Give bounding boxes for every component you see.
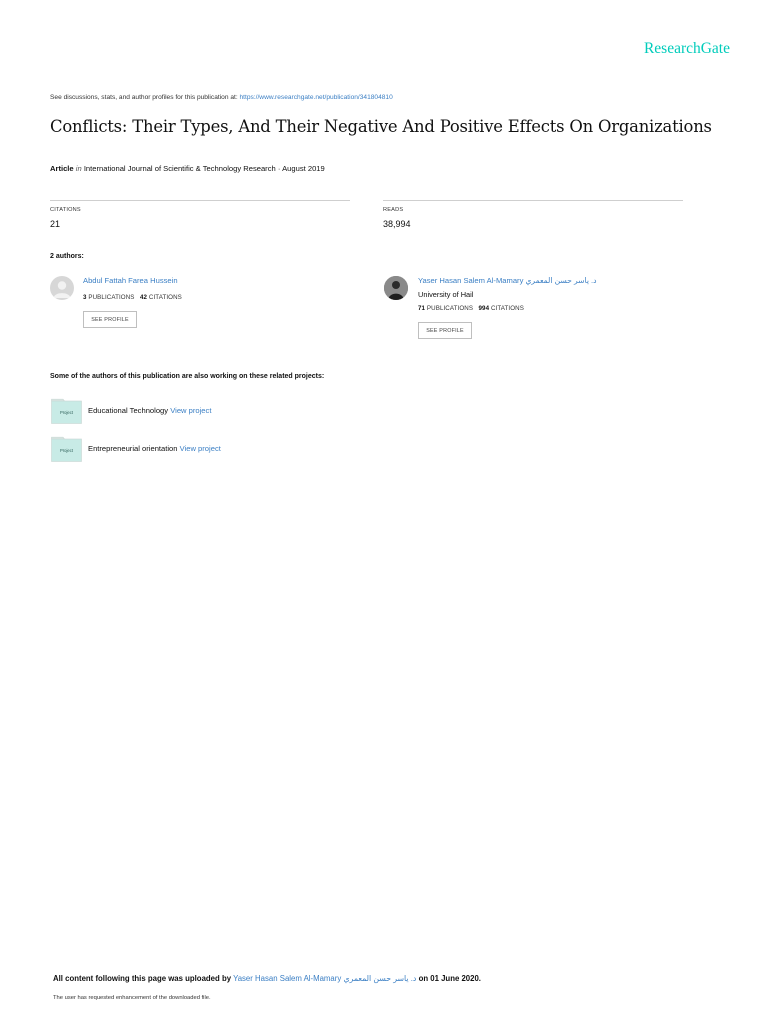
project-name: Entrepreneurial orientation <box>88 444 178 453</box>
publication-date: · August 2019 <box>277 164 325 173</box>
citations-label: CITATIONS <box>50 207 81 213</box>
upload-notice <box>53 974 481 983</box>
enhancement-note: The user has requested enhancement of the downloaded file. <box>53 995 211 1001</box>
publication-url-link[interactable]: https://www.researchgate.net/publication/341804810 <box>239 94 393 101</box>
publications-count: 3 <box>83 294 87 301</box>
publications-label: PUBLICATIONS <box>88 294 135 301</box>
author-name-link[interactable]: Abdul Fattah Farea Hussein <box>83 276 178 285</box>
reads-value: 38,994 <box>383 219 411 229</box>
reads-divider <box>383 200 683 201</box>
project-icon-label: Project <box>59 448 74 453</box>
reads-label: READS <box>383 207 404 213</box>
view-project-link[interactable]: View project <box>179 444 221 453</box>
citations-count: 994 <box>478 305 490 312</box>
author-affiliation: University of Hail <box>418 290 474 299</box>
publication-title: Conflicts: Their Types, And Their Negative And Positive Effects On Organizations <box>50 117 712 136</box>
project-icon-label: Project <box>59 410 74 415</box>
citations-label: CITATIONS <box>490 305 524 312</box>
researchgate-logo[interactable]: ResearchGate <box>643 40 730 57</box>
in-word: in <box>75 164 82 173</box>
journal-name: International Journal of Scientific & Technology Research <box>83 164 276 173</box>
publications-count: 71 <box>418 305 426 312</box>
project-icon <box>51 398 82 429</box>
upload-prefix: All content following this page was uploaded by <box>53 974 232 983</box>
discussions-line <box>50 94 393 101</box>
discussions-text: See discussions, stats, and author profiles for this publication at: <box>50 94 238 101</box>
project-folder-icon <box>51 436 82 462</box>
project-item <box>88 444 221 453</box>
project-folder-icon <box>51 398 82 424</box>
related-projects-heading: Some of the authors of this publication are also working on these related projects: <box>50 373 325 380</box>
authors-heading: 2 authors: <box>50 253 84 260</box>
citations-value: 21 <box>50 219 61 229</box>
project-name: Educational Technology <box>88 406 169 415</box>
author-counts <box>418 305 524 312</box>
project-icon <box>51 436 82 467</box>
publications-label: PUBLICATIONS <box>426 305 474 312</box>
see-profile-button[interactable]: SEE PROFILE <box>83 311 137 328</box>
author-photo-icon <box>384 276 408 300</box>
person-placeholder-icon <box>50 276 74 300</box>
author-avatar[interactable] <box>384 276 408 300</box>
citations-divider <box>50 200 350 201</box>
author-avatar[interactable] <box>50 276 74 300</box>
upload-date: on 01 June 2020. <box>418 974 481 983</box>
view-project-link[interactable]: View project <box>170 406 212 415</box>
citations-count: 42 <box>139 294 148 301</box>
publication-type: Article <box>50 164 74 173</box>
project-item <box>88 406 211 415</box>
author-name-link[interactable]: Yaser Hasan Salem Al-Mamary د. ياسر حسن المعمري <box>418 276 597 285</box>
publication-meta <box>50 164 325 173</box>
uploader-link[interactable]: Yaser Hasan Salem Al-Mamary د. ياسر حسن المعمري <box>233 974 417 983</box>
author-counts <box>83 294 182 301</box>
citations-label: CITATIONS <box>148 294 182 301</box>
see-profile-button[interactable]: SEE PROFILE <box>418 322 472 339</box>
